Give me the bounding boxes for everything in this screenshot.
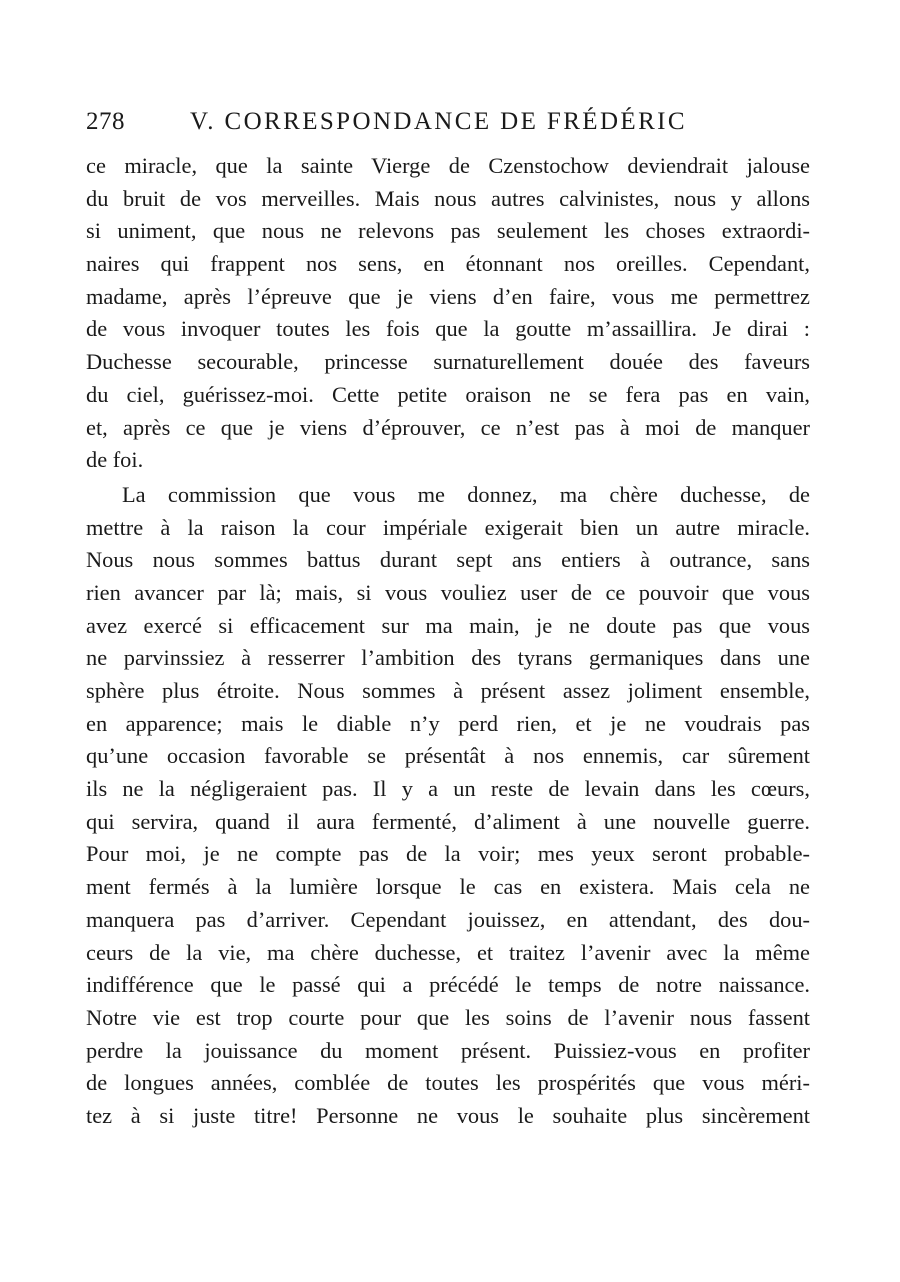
text-line: tez à si juste titre! Personne ne vous le souhaite plus sincèrement — [86, 1102, 810, 1128]
text-line: de foi. — [86, 447, 144, 473]
text-line: indifférence que le passé qui a précédé le temps de notre naissance. — [86, 972, 810, 998]
paragraph — [86, 479, 810, 1133]
text-line: du bruit de vos merveilles. Mais nous autres calvinistes, nous y allons — [86, 185, 810, 211]
running-head — [86, 104, 810, 140]
text-line: de vous invoquer toutes les fois que la goutte m’assaillira. Je dirai : — [86, 316, 810, 342]
text-line: Notre vie est trop courte pour que les soins de l’avenir nous fassent — [86, 1004, 810, 1030]
text-line: perdre la jouissance du moment présent. Puissiez-vous en profiter — [86, 1037, 810, 1063]
text-line: Duchesse secourable, princesse surnaturellement douée des faveurs — [86, 349, 810, 375]
text-line: qui servira, quand il aura fermenté, d’aliment à une nouvelle guerre. — [86, 808, 810, 834]
paragraph — [86, 150, 810, 477]
text-line: ils ne la négligeraient pas. Il y a un reste de levain dans les cœurs, — [86, 776, 810, 802]
text-line: avez exercé si efficacement sur ma main, je ne doute pas que vous — [86, 612, 810, 638]
text-line: si uniment, que nous ne relevons pas seulement les choses extraordi- — [86, 218, 810, 244]
text-line: et, après ce que je viens d’éprouver, ce n’est pas à moi de manquer — [86, 414, 810, 440]
text-line: Pour moi, je ne compte pas de la voir; mes yeux seront probable- — [86, 841, 810, 867]
text-line: sphère plus étroite. Nous sommes à présent assez joliment ensemble, — [86, 678, 810, 703]
text-line: ne parvinssiez à resserrer l’ambition des tyrans germaniques dans une — [86, 645, 810, 671]
text-line: Nous nous sommes battus durant sept ans entiers à outrance, sans — [86, 547, 810, 573]
text-line: ce miracle, que la sainte Vierge de Czenstochow deviendrait jalouse — [86, 153, 810, 178]
text-line: La commission que vous me donnez, ma chère duchesse, de — [122, 481, 810, 507]
text-line: madame, après l’épreuve que je viens d’en faire, vous me permettrez — [86, 283, 810, 309]
text-line: de longues années, comblée de toutes les prospérités que vous méri- — [86, 1070, 810, 1096]
text-line: du ciel, guérissez-moi. Cette petite oraison ne se fera pas en vain, — [86, 381, 810, 407]
text-line: ment fermés à la lumière lorsque le cas en existera. Mais cela ne — [86, 874, 810, 900]
running-head-title: V. CORRESPONDANCE DE FRÉDÉRIC — [190, 108, 687, 135]
text-line: qu’une occasion favorable se présentât à nos ennemis, car sûrement — [86, 743, 810, 769]
body-text — [86, 150, 810, 1133]
text-line: naires qui frappent nos sens, en étonnant nos oreilles. Cependant, — [86, 251, 810, 277]
text-line: mettre à la raison la cour impériale exigerait bien un autre miracle. — [86, 514, 810, 540]
text-line: rien avancer par là; mais, si vous vouliez user de ce pouvoir que vous — [86, 579, 810, 605]
page-number: 278 — [86, 108, 125, 135]
text-line: manquera pas d’arriver. Cependant jouissez, en attendant, des dou- — [86, 906, 810, 932]
text-line: en apparence; mais le diable n’y perd rien, et je ne voudrais pas — [86, 710, 810, 736]
text-line: ceurs de la vie, ma chère duchesse, et traitez l’avenir avec la même — [86, 939, 810, 965]
